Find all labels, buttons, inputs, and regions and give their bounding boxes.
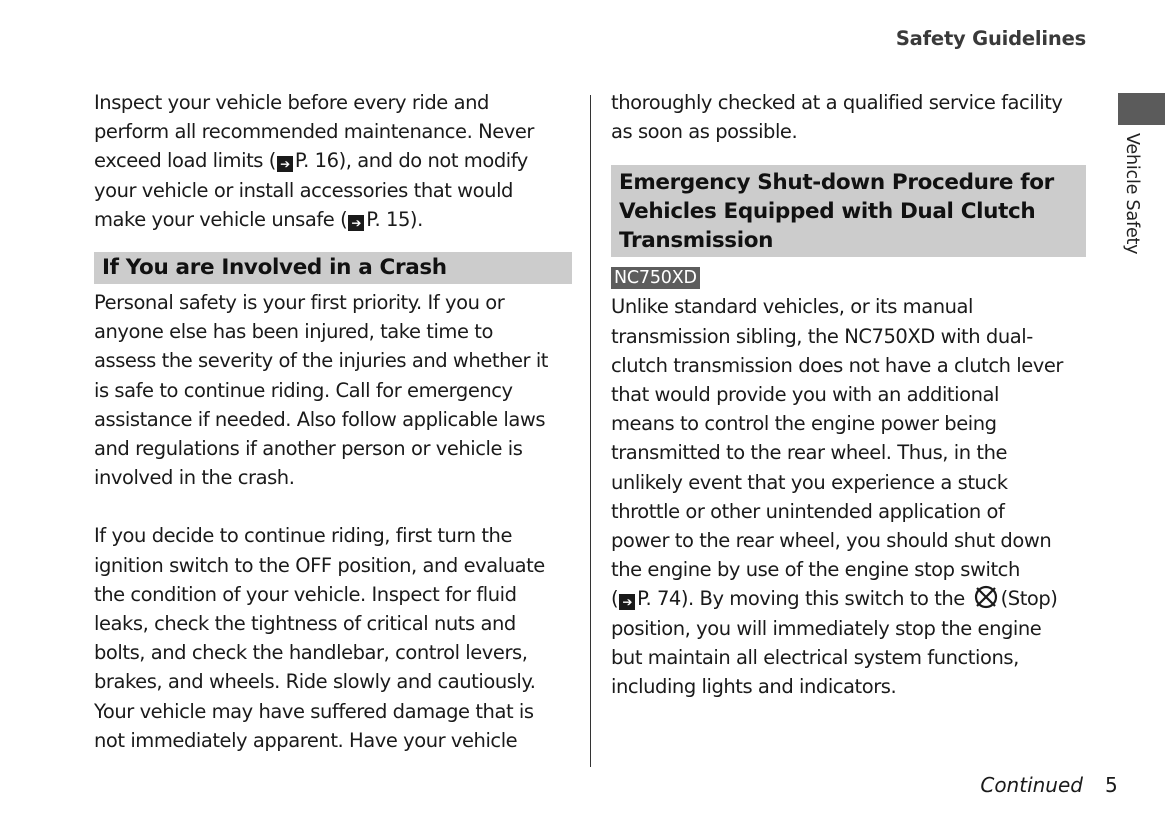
text-line: unlikely event that you experience a stuck [611,470,1008,494]
text-line [611,584,1089,613]
heading-line: Vehicles Equipped with Dual Clutch [619,199,1036,225]
text-line: assess the severity of the injuries and whether it [94,349,549,373]
page-reference-icon: ➔ [348,215,364,231]
text-line: Personal safety is your first priority. If you or [94,291,505,315]
right-column [611,88,1089,701]
text-line: transmission sibling, the NC750XD with dual- [611,324,1033,348]
page-reference-icon: ➔ [619,594,635,610]
heading-line: Emergency Shut-down Procedure for [619,170,1054,196]
crash-paragraph-2 [94,521,572,755]
text-fragment: make your vehicle unsafe ( [94,207,348,231]
text-line: perform all recommended maintenance. Never [94,120,534,144]
text-line: involved in the crash. [94,466,295,490]
text-line: but maintain all electrical system functions, [611,645,1019,669]
text-line: and regulations if another person or vehicle is [94,437,523,461]
text-line: ignition switch to the OFF position, and evaluate [94,553,545,577]
engine-stop-icon [973,585,999,609]
text-line: Unlike standard vehicles, or its manual [611,295,974,319]
text-line: is safe to continue riding. Call for emergency [94,378,513,402]
text-line [94,205,572,234]
emergency-section-heading [611,165,1086,257]
intro-paragraph [94,88,572,234]
text-line: assistance if needed. Also follow applicable laws [94,407,546,431]
text-fragment: ). [409,207,423,231]
continued-label: Continued [980,773,1083,797]
text-line: position, you will immediately stop the engine [611,616,1042,640]
text-line [94,146,572,175]
side-tab-marker [1118,93,1165,125]
text-line: bolts, and check the handlebar, control levers, [94,641,528,665]
page-reference-link[interactable]: P. 15 [366,207,410,231]
text-line: If you decide to continue riding, first turn the [94,524,512,548]
emergency-paragraph [611,292,1089,701]
text-line: power to the rear wheel, you should shut down [611,529,1052,553]
text-line: clutch transmission does not have a clutch lever [611,353,1063,377]
continuation-paragraph [611,88,1089,146]
crash-section-heading: If You are Involved in a Crash [94,252,572,284]
text-line: leaks, check the tightness of critical nuts and [94,612,516,636]
page-section-title: Safety Guidelines [895,27,1086,50]
heading-line: Transmission [619,228,774,254]
text-fragment: (Stop) [1000,587,1058,611]
page-number: 5 [1105,773,1118,797]
text-fragment: ( [611,587,619,611]
left-column [94,88,572,755]
text-line: brakes, and wheels. Ride slowly and cautiously. [94,670,536,694]
text-line: not immediately apparent. Have your vehicle [94,728,518,752]
text-line: Inspect your vehicle before every ride and [94,91,489,114]
page-reference-link[interactable]: P. 74 [637,587,681,611]
text-fragment: ). By moving this switch to the [680,587,965,611]
side-tab-label: Vehicle Safety [1122,133,1142,255]
text-line: throttle or other unintended application of [611,499,1005,523]
text-line: means to control the engine power being [611,412,997,436]
text-line: the condition of your vehicle. Inspect for fluid [94,582,517,606]
text-line: anyone else has been injured, take time to [94,320,493,344]
text-fragment: ), and do not modify [338,149,528,173]
page-reference-link[interactable]: P. 16 [294,149,339,173]
text-line: including lights and indicators. [611,675,897,699]
text-fragment: exceed load limits ( [94,149,276,173]
model-badge: NC750XD [611,267,700,289]
text-line: thoroughly checked at a qualified service facility [611,91,1063,114]
text-line: as soon as possible. [611,120,798,144]
text-line: the engine by use of the engine stop switch [611,558,1020,582]
page-reference-icon: ➔ [277,156,293,172]
crash-paragraph-1 [94,288,572,492]
column-divider [590,95,591,767]
text-line: Your vehicle may have suffered damage that is [94,699,534,723]
paragraph-gap [94,492,572,521]
text-line: that would provide you with an additional [611,383,999,407]
text-line: transmitted to the rear wheel. Thus, in the [611,441,1008,465]
text-line: your vehicle or install accessories that would [94,178,513,202]
